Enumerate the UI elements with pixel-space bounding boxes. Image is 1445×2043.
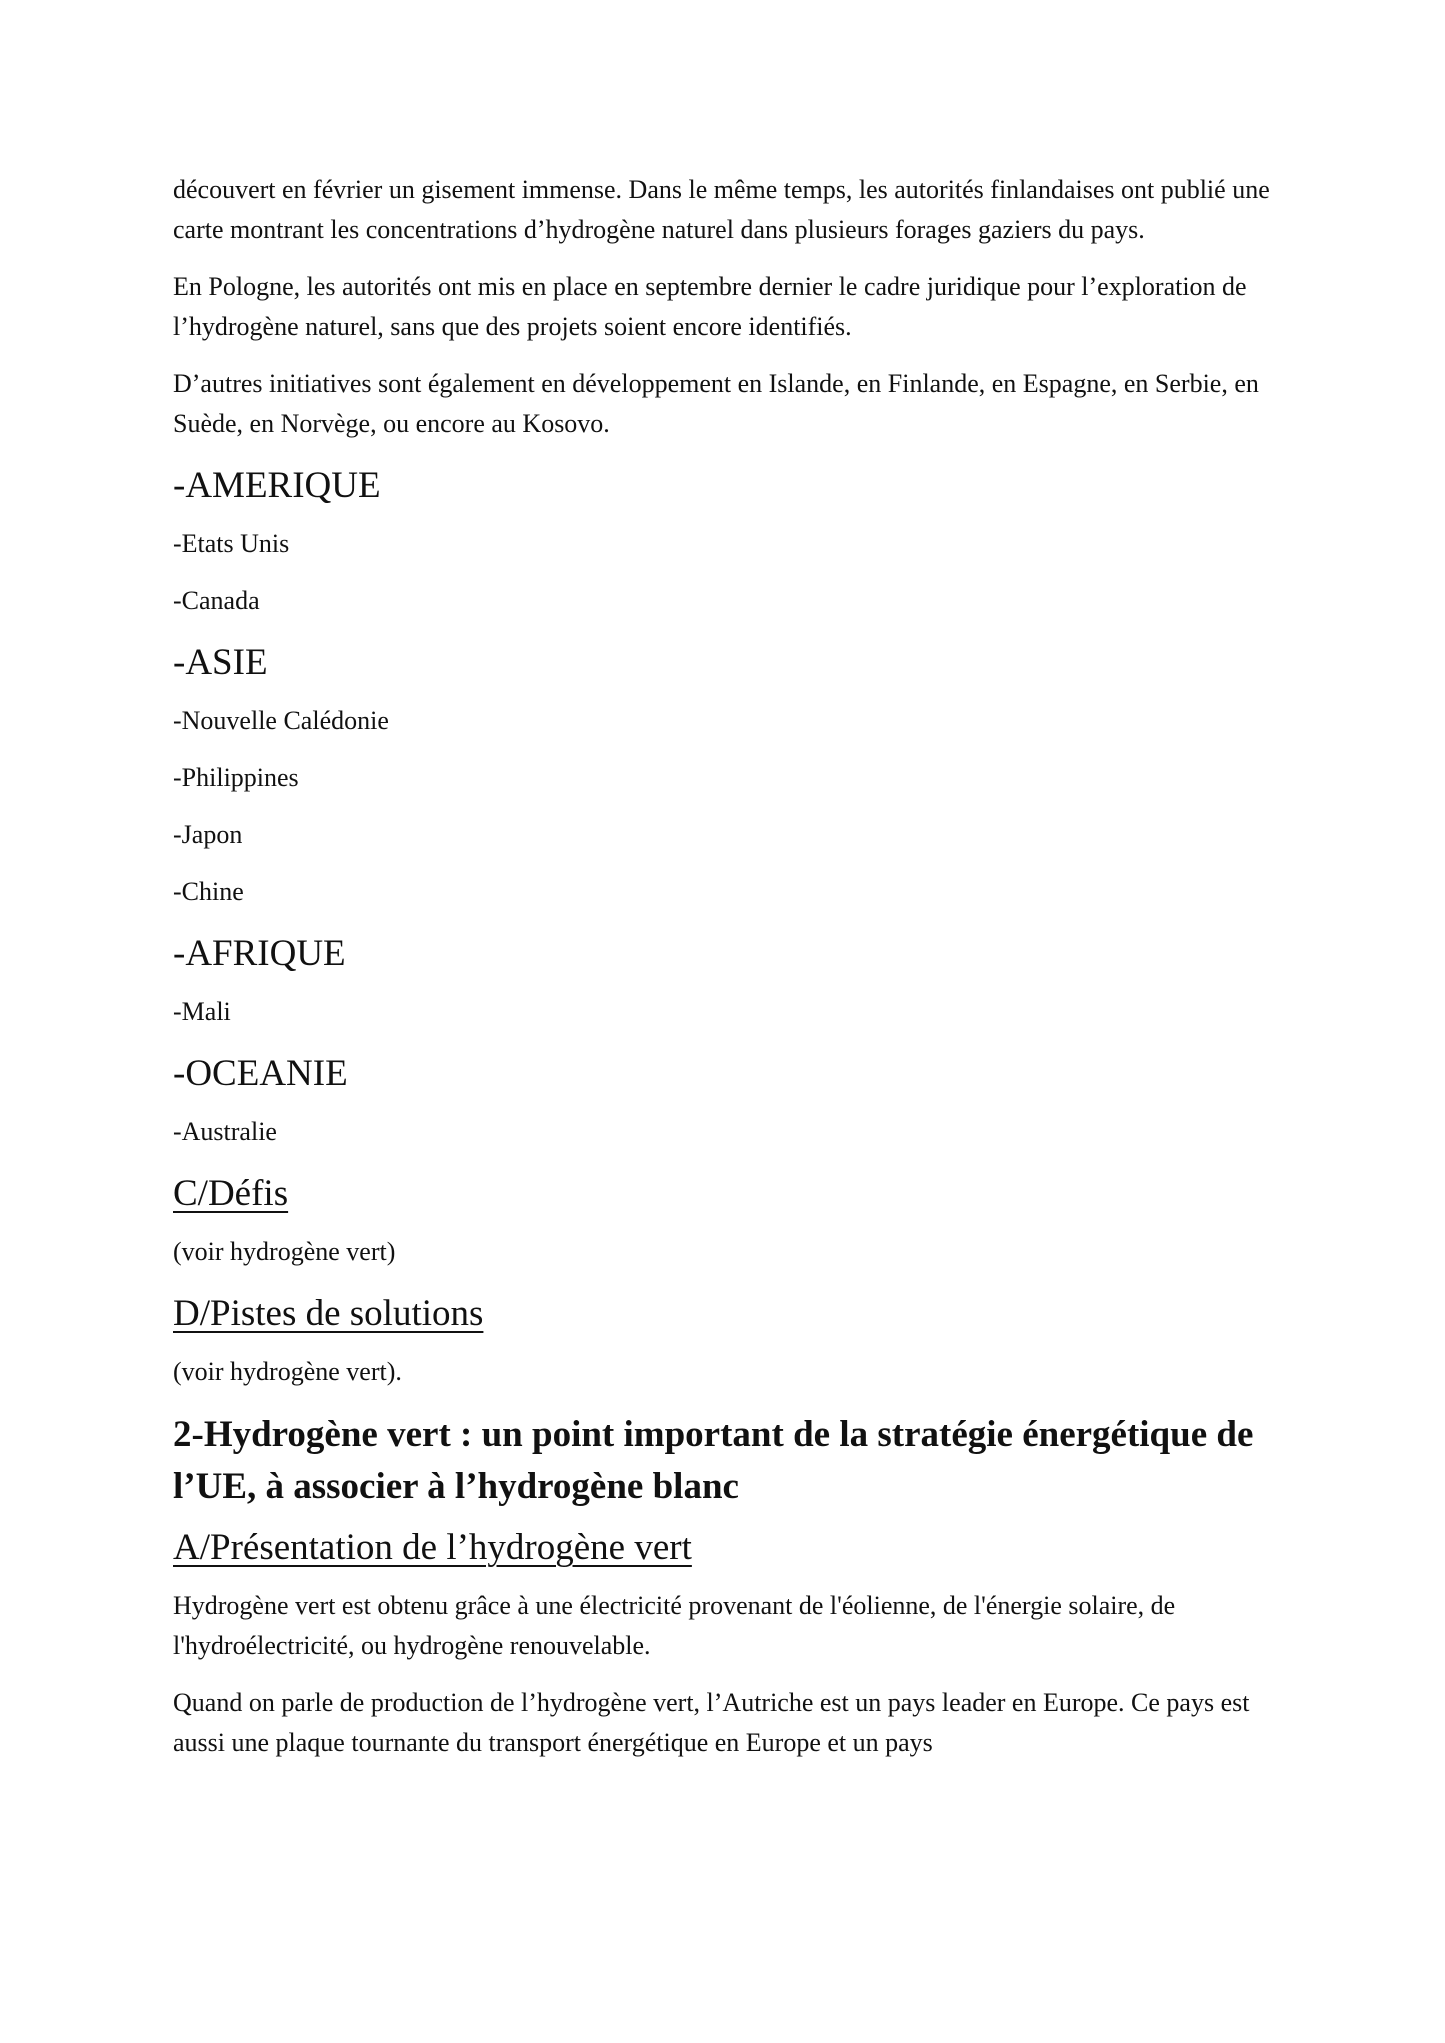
paragraph-hydrogene-vert-definition: Hydrogène vert est obtenu grâce à une électricité provenant de l'éolienne, de l'énergie solaire, de l'hydroélectricité, ou hydrogène renouvelable. — [173, 1591, 1176, 1660]
solutions-text: (voir hydrogène vert). — [173, 1357, 402, 1386]
paragraph-autriche: Quand on parle de production de l’hydrogène vert, l’Autriche est un pays leader en Europe. Ce pays est aussi une plaque tournante du transport énergétique en Europe et un pays — [173, 1688, 1250, 1757]
list-item: -Japon — [173, 820, 243, 849]
heading-defis: C/Défis — [173, 1173, 289, 1214]
list-item: -Australie — [173, 1117, 277, 1146]
list-item: -Nouvelle Calédonie — [173, 706, 389, 735]
heading-pistes-solutions: D/Pistes de solutions — [173, 1293, 484, 1334]
heading-presentation-hydrogene-vert: A/Présentation de l’hydrogène vert — [173, 1527, 692, 1568]
paragraph-finland: découvert en février un gisement immense. Dans le même temps, les autorités finlandaises ont publié une carte montrant les concentrations d’hydrogène naturel dans plusieurs forages gaziers du pays. — [173, 175, 1270, 244]
list-item: -Canada — [173, 586, 260, 615]
page-content — [173, 170, 1283, 1763]
defis-text: (voir hydrogène vert) — [173, 1237, 396, 1266]
list-item: -Philippines — [173, 763, 299, 792]
section-2-title: 2-Hydrogène vert : un point important de la stratégie énergétique de l’UE, à associer à l’hydrogène blanc — [173, 1414, 1254, 1507]
heading-amerique: -AMERIQUE — [173, 465, 381, 506]
paragraph-poland: En Pologne, les autorités ont mis en place en septembre dernier le cadre juridique pour l’exploration de l’hydrogène naturel, sans que des projets soient encore identifiés. — [173, 272, 1247, 341]
heading-oceanie: -OCEANIE — [173, 1053, 348, 1094]
list-item: -Etats Unis — [173, 529, 290, 558]
heading-afrique: -AFRIQUE — [173, 933, 346, 974]
list-item: -Chine — [173, 877, 244, 906]
paragraph-other-initiatives: D’autres initiatives sont également en développement en Islande, en Finlande, en Espagne, en Serbie, en Suède, en Norvège, ou encore au Kosovo. — [173, 369, 1259, 438]
heading-asie: -ASIE — [173, 642, 268, 683]
list-item: -Mali — [173, 997, 231, 1026]
